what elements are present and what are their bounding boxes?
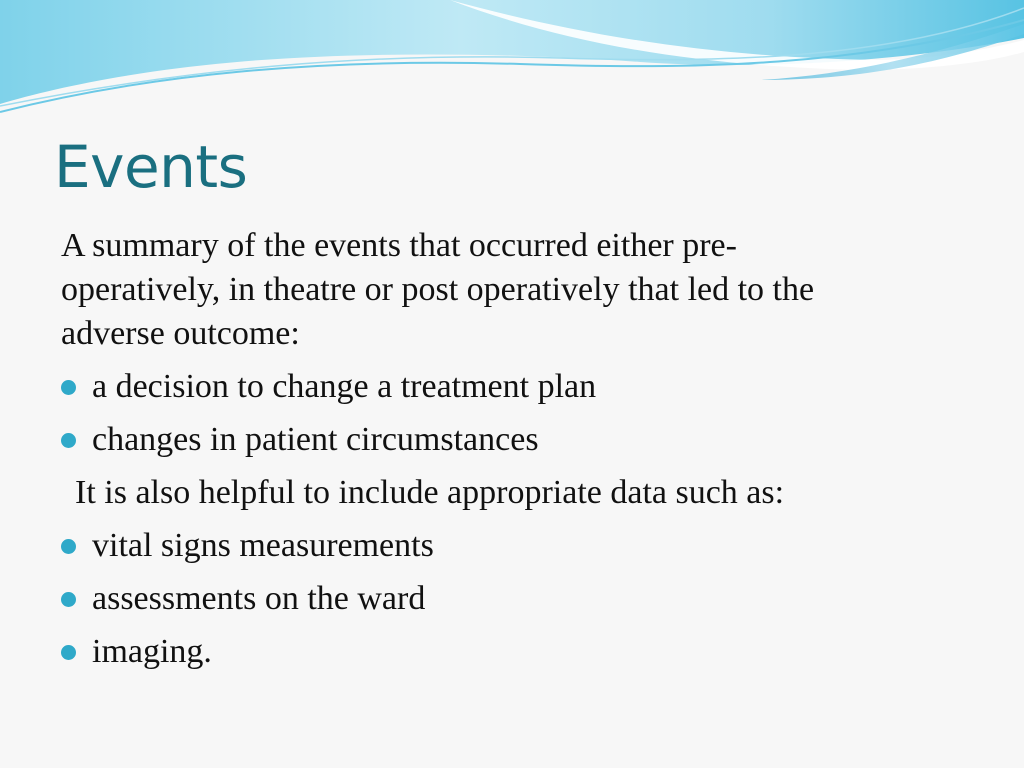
bullet-dot-icon [61,539,76,554]
bullet-dot-icon [61,645,76,660]
bullet-dot-icon [61,380,76,395]
bullet-text: vital signs measurements [92,527,434,564]
bullet-dot-icon [61,433,76,448]
list-item [61,625,961,678]
data-note: It is also helpful to include appropriate data such as: [75,474,785,511]
intro-line: A summary of the events that occurred either pre- [61,227,737,264]
bullet-dot-icon [61,592,76,607]
list-item [61,519,961,572]
intro-line: adverse outcome: [61,315,300,352]
list-item [61,413,961,466]
bullet-text: changes in patient circumstances [92,421,539,458]
intro-paragraph [61,224,961,360]
list-item [61,572,961,625]
bullet-text: imaging. [92,633,212,670]
slide-body [61,224,961,678]
intro-line: operatively, in theatre or post operatively that led to the [61,271,815,308]
bullet-list-events [61,360,961,466]
decorative-wave-header [0,0,1024,140]
bullet-text: assessments on the ward [92,580,426,617]
bullet-text: a decision to change a treatment plan [92,368,597,405]
slide-title: Events [54,133,248,201]
list-item [61,360,961,413]
bullet-list-data [61,519,961,678]
